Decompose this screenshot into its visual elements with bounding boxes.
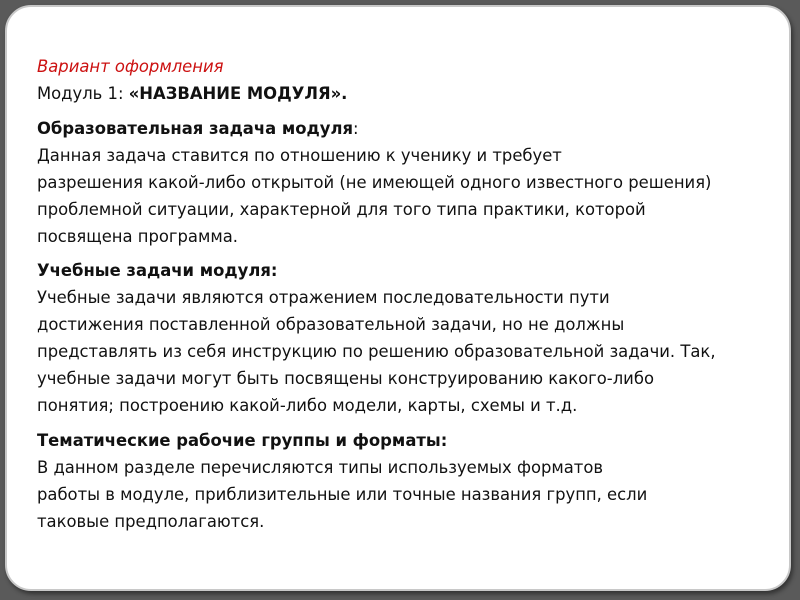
section-text-line: посвящена программа. — [37, 227, 238, 246]
module-prefix: Модуль 1: — [37, 84, 129, 103]
section-text-line: разрешения какой-либо открытой (не имеющей одного известного решения) — [37, 173, 712, 192]
section-text-line: В данном разделе перечисляются типы используемых форматов — [37, 458, 604, 477]
spacer — [37, 250, 782, 257]
section-text-line: таковые предполагаются. — [37, 512, 265, 531]
section-heading-learning-tasks: Учебные задачи модуля: — [37, 261, 278, 280]
spacer — [37, 419, 782, 427]
module-name: «НАЗВАНИЕ МОДУЛЯ». — [128, 84, 348, 103]
section-heading-educational-task — [37, 115, 782, 142]
section-text-line: Учебные задачи являются отражением последовательности пути — [37, 288, 610, 307]
section-text-line: представлять из себя инструкцию по решению образовательной задачи. Так, — [37, 342, 716, 361]
section-heading-working-groups: Тематические рабочие группы и форматы: — [37, 431, 448, 450]
section-text-line: понятия; построению какой-либо модели, карты, схемы и т.д. — [37, 396, 578, 415]
spacer — [37, 107, 782, 115]
section-text-line: учебные задачи могут быть посвящены конструированию какого-либо — [37, 369, 654, 388]
section-text-line: проблемной ситуации, характерной для того типа практики, которой — [37, 200, 646, 219]
section-text-line: Данная задача ставится по отношению к ученику и требует — [37, 146, 562, 165]
section-heading-suffix: : — [353, 119, 359, 138]
module-title — [37, 80, 782, 107]
section-text-line: работы в модуле, приблизительные или точные названия групп, если — [37, 485, 648, 504]
slide-content — [37, 53, 782, 535]
variant-label: Вариант оформления — [37, 57, 224, 76]
section-text-line: достижения поставленной образовательной задачи, но не должны — [37, 315, 625, 334]
section-heading-text: Образовательная задача модуля — [37, 119, 353, 138]
slide-card — [5, 5, 791, 591]
